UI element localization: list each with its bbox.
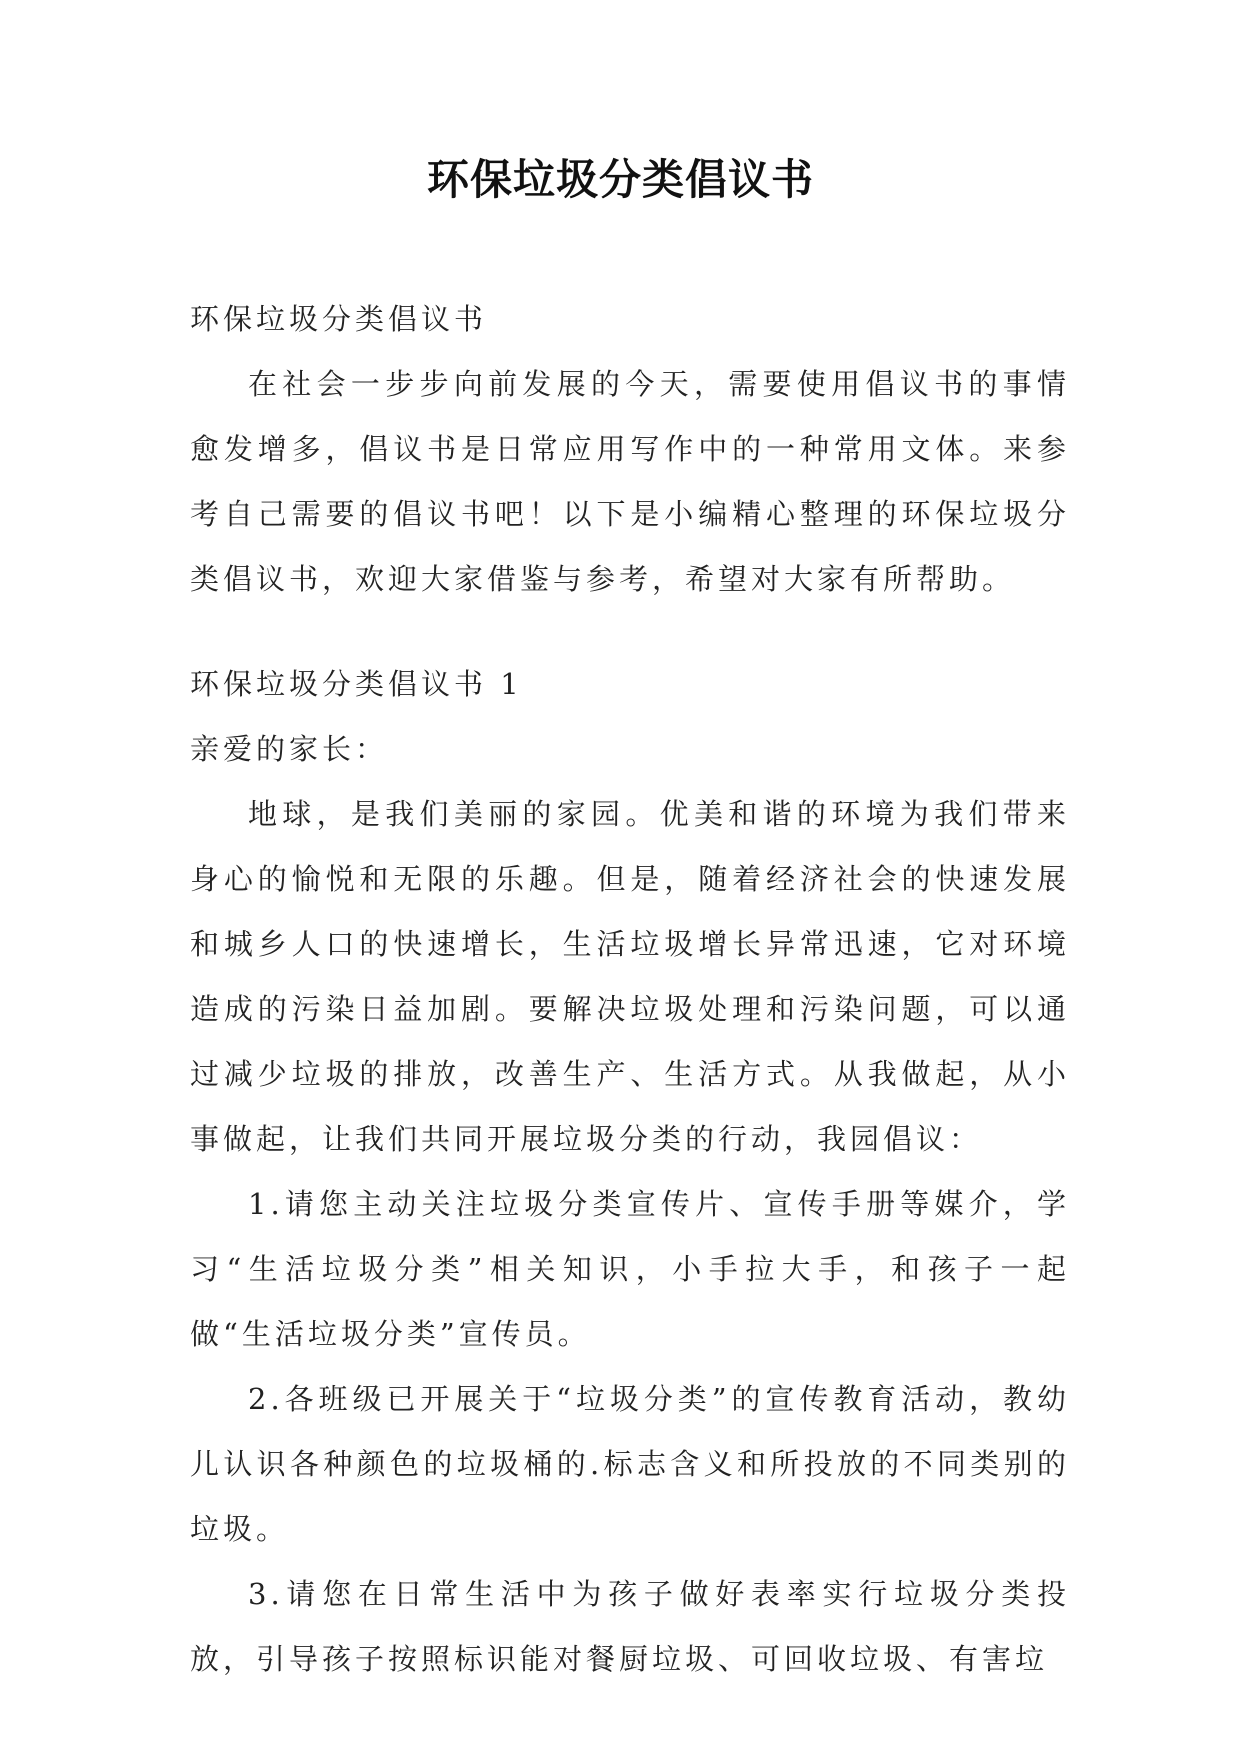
document-body [190,287,1070,1692]
section-heading: 环保垃圾分类倡议书 1 [190,667,523,701]
document-title: 环保垃圾分类倡议书 [426,155,814,204]
proposal-item-1: 1.请您主动关注垃圾分类宣传片、宣传手册等媒介，学习“生活垃圾分类”相关知识，小手拉大手，和孩子一起做“生活垃圾分类”宣传员。 [190,1187,1070,1351]
body-paragraph: 地球，是我们美丽的家园。优美和谐的环境为我们带来身心的愉悦和无限的乐趣。但是，随着经济社会的快速发展和城乡人口的快速增长，生活垃圾增长异常迅速，它对环境造成的污染日益加剧。要解决垃圾处理和污染问题，可以通过减少垃圾的排放，改善生产、生活方式。从我做起，从小事做起，让我们共同开展垃圾分类的行动，我园倡议： [190,797,1070,1156]
document-subtitle: 环保垃圾分类倡议书 [190,302,488,336]
section-spacer [190,612,1070,652]
proposal-item-3: 3.请您在日常生活中为孩子做好表率实行垃圾分类投放，引导孩子按照标识能对餐厨垃圾、可回收垃圾、有害垃 [190,1577,1070,1676]
proposal-item-2: 2.各班级已开展关于“垃圾分类”的宣传教育活动，教幼儿认识各种颜色的垃圾桶的.标志含义和所投放的不同类别的垃圾。 [190,1382,1070,1546]
salutation: 亲爱的家长： [190,732,389,766]
intro-paragraph: 在社会一步步向前发展的今天，需要使用倡议书的事情愈发增多，倡议书是日常应用写作中的一种常用文体。来参考自己需要的倡议书吧！以下是小编精心整理的环保垃圾分类倡议书，欢迎大家借鉴与参考，希望对大家有所帮助。 [190,367,1070,596]
